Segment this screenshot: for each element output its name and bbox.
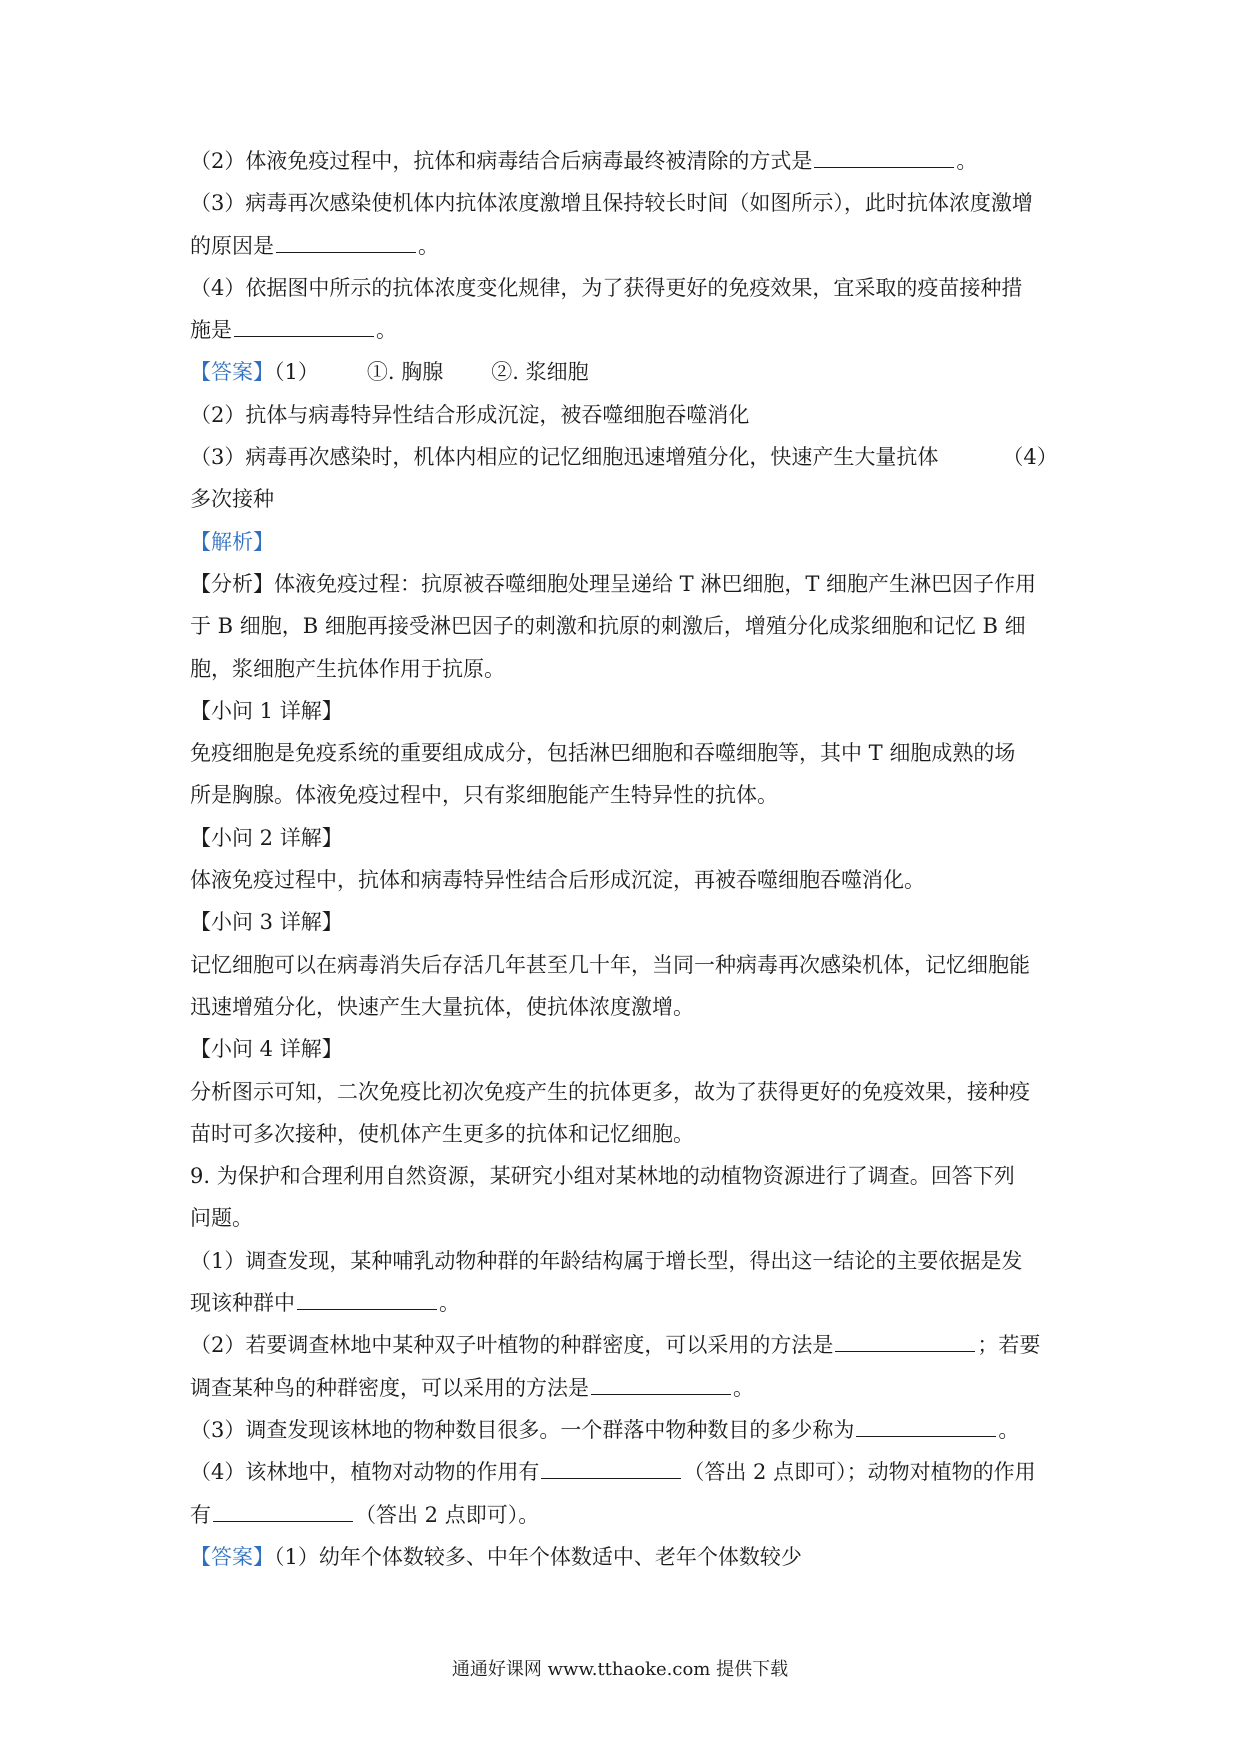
sub-question-3-heading: 【小问 3 详解】 — [190, 910, 343, 935]
question-9-part-3: （3）调查发现该林地的物种数目很多。一个群落中物种数目的多少称为 。 — [190, 1417, 1020, 1442]
question-9-part-4: （4）该林地中，植物对动物的作用有 （答出 2 点即可）；动物对植物的作用 — [190, 1460, 1036, 1485]
analysis-line-3: 胞，浆细胞产生抗体作用于抗原。 — [190, 656, 505, 681]
answer-blank — [213, 1503, 353, 1522]
analysis-line-2: 于 B 细胞，B 细胞再接受淋巴因子的刺激和抗原的刺激后，增殖分化成浆细胞和记忆 B 细 — [190, 614, 1026, 639]
question-9-stem-cont: 问题。 — [190, 1206, 253, 1231]
sub-question-1-heading: 【小问 1 详解】 — [190, 698, 343, 723]
sub-question-2-heading: 【小问 2 详解】 — [190, 825, 343, 850]
question-8-part-2: （2）体液免疫过程中，抗体和病毒结合后病毒最终被清除的方式是 。 — [190, 149, 978, 173]
analysis-tag-line — [190, 521, 1060, 563]
question-8-part-3: （3）病毒再次感染使机体内抗体浓度激增且保持较长时间（如图所示），此时抗体浓度激增 — [190, 191, 1033, 216]
answer-8-line-3: （3）病毒再次感染时，机体内相应的记忆细胞迅速增殖分化，快速产生大量抗体 （4） — [190, 445, 1058, 470]
sub-question-1-text-cont: 所是胸腺。体液免疫过程中，只有浆细胞能产生特异性的抗体。 — [190, 783, 778, 808]
question-8-part-3-cont: 的原因是 。 — [190, 233, 439, 258]
page-content — [190, 140, 1060, 1578]
answer-8-line-2: （2）抗体与病毒特异性结合形成沉淀，被吞噬细胞吞噬消化 — [190, 402, 750, 427]
sub-question-2-text: 体液免疫过程中，抗体和病毒特异性结合后形成沉淀，再被吞噬细胞吞噬消化。 — [190, 868, 925, 893]
answer-tag: 【答案】 — [190, 360, 274, 385]
question-9-part-2-cont: 调查某种鸟的种群密度，可以采用的方法是 。 — [190, 1375, 754, 1400]
answer-blank — [276, 234, 416, 253]
answer-9-line-1: 【答案】（1）幼年个体数较多、中年个体数适中、老年个体数较少 — [190, 1544, 802, 1569]
analysis-tag: 【解析】 — [190, 529, 274, 554]
answer-8-line-4: 多次接种 — [190, 487, 274, 512]
sub-question-4-text-cont: 苗时可多次接种，使机体产生更多的抗体和记忆细胞。 — [190, 1121, 694, 1146]
sub-question-4-heading: 【小问 4 详解】 — [190, 1037, 343, 1062]
question-9-part-1-cont: 现该种群中 。 — [190, 1291, 460, 1316]
question-9-part-4-cont: 有 （答出 2 点即可）。 — [190, 1502, 540, 1527]
answer-blank — [591, 1376, 731, 1395]
sub-question-4-text: 分析图示可知，二次免疫比初次免疫产生的抗体更多，故为了获得更好的免疫效果，接种疫 — [190, 1079, 1030, 1104]
question-9-part-2: （2）若要调查林地中某种双子叶植物的种群密度，可以采用的方法是 ；若要 — [190, 1333, 1041, 1358]
question-9-part-1: （1）调查发现，某种哺乳动物种群的年龄结构属于增长型，得出这一结论的主要依据是发 — [190, 1248, 1023, 1273]
answer-blank — [541, 1460, 681, 1479]
answer-blank — [856, 1418, 996, 1437]
question-9-stem: 9. 为保护和合理利用自然资源，某研究小组对某林地的动植物资源进行了调查。回答下列 — [190, 1164, 1015, 1189]
question-8-part-4: （4）依据图中所示的抗体浓度变化规律，为了获得更好的免疫效果，宜采取的疫苗接种措 — [190, 275, 1023, 300]
answer-8-line-1: 【答案】（1） ①. 胸腺 ②. 浆细胞 — [190, 360, 589, 385]
sub-question-1-text: 免疫细胞是免疫系统的重要组成成分，包括淋巴细胞和吞噬细胞等，其中 T 细胞成熟的场 — [190, 741, 1016, 766]
sub-question-3-text-cont: 迅速增殖分化，快速产生大量抗体，使抗体浓度激增。 — [190, 994, 694, 1019]
answer-tag: 【答案】 — [190, 1544, 274, 1569]
question-8-part-4-cont: 施是 。 — [190, 318, 397, 343]
page-footer: 通通好课网 www.tthaoke.com 提供下载 — [451, 1659, 789, 1680]
answer-blank — [234, 318, 374, 337]
analysis-line-1: 【分析】体液免疫过程：抗原被吞噬细胞处理呈递给 T 淋巴细胞，T 细胞产生淋巴因子作用 — [190, 571, 1037, 596]
sub-question-3-text: 记忆细胞可以在病毒消失后存活几年甚至几十年，当同一种病毒再次感染机体，记忆细胞能 — [190, 952, 1030, 977]
answer-blank — [835, 1333, 975, 1352]
answer-blank — [297, 1291, 437, 1310]
answer-blank — [814, 149, 954, 168]
